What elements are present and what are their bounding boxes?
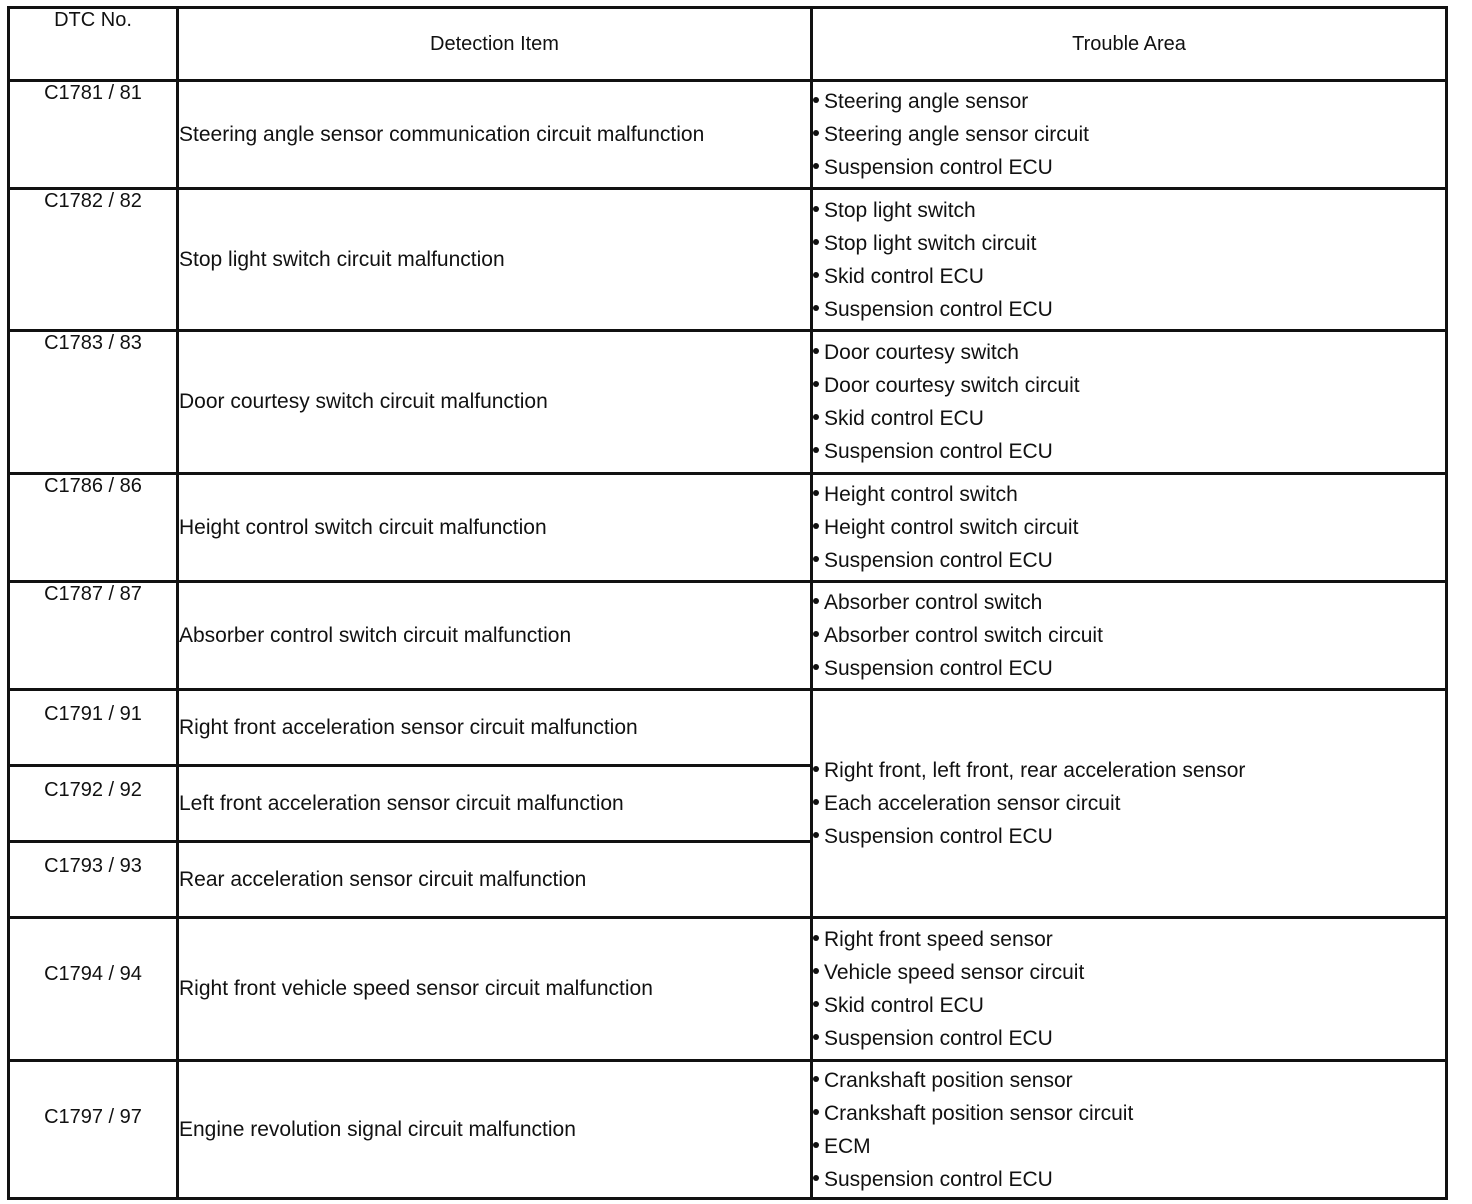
trouble-area-list xyxy=(813,85,1445,184)
table-row xyxy=(9,918,1447,1061)
list-item: Suspension control ECU xyxy=(813,1022,1445,1055)
list-item: Suspension control ECU xyxy=(813,1163,1445,1196)
trouble-area-list xyxy=(813,478,1445,577)
bullet-icon xyxy=(813,490,819,496)
trouble-area-list xyxy=(813,336,1445,468)
detection-item: Door courtesy switch circuit malfunction xyxy=(178,331,812,474)
bullet-icon xyxy=(813,1076,819,1082)
list-item: Height control switch xyxy=(813,478,1445,511)
table-row xyxy=(9,582,1447,690)
trouble-area xyxy=(812,81,1447,189)
bullet-icon xyxy=(813,163,819,169)
trouble-area-list xyxy=(813,923,1445,1055)
list-item: Vehicle speed sensor circuit xyxy=(813,956,1445,989)
dtc-code: C1794 / 94 xyxy=(9,918,178,1061)
list-item: Right front speed sensor xyxy=(813,923,1445,956)
bullet-icon xyxy=(813,348,819,354)
table-row xyxy=(9,690,1447,766)
bullet-icon xyxy=(813,1001,819,1007)
dtc-code: C1787 / 87 xyxy=(9,582,178,690)
bullet-icon xyxy=(813,447,819,453)
list-item: Absorber control switch xyxy=(813,586,1445,619)
list-item: Steering angle sensor xyxy=(813,85,1445,118)
list-item: Suspension control ECU xyxy=(813,820,1445,853)
dtc-table xyxy=(7,6,1448,1200)
bullet-icon xyxy=(813,799,819,805)
bullet-icon xyxy=(813,305,819,311)
trouble-area-list xyxy=(813,194,1445,326)
header-trouble-area: Trouble Area xyxy=(812,8,1447,81)
table-header-row xyxy=(9,8,1447,81)
dtc-code: C1781 / 81 xyxy=(9,81,178,189)
detection-item: Engine revolution signal circuit malfunction xyxy=(178,1061,812,1199)
list-item: Suspension control ECU xyxy=(813,435,1445,468)
list-item: Right front, left front, rear acceleration sensor xyxy=(813,754,1445,787)
list-item: Suspension control ECU xyxy=(813,544,1445,577)
bullet-icon xyxy=(813,1175,819,1181)
trouble-area-list xyxy=(813,754,1445,853)
bullet-icon xyxy=(813,381,819,387)
trouble-area xyxy=(812,918,1447,1061)
detection-item: Absorber control switch circuit malfunction xyxy=(178,582,812,690)
bullet-icon xyxy=(813,272,819,278)
trouble-area xyxy=(812,690,1447,918)
dtc-code: C1783 / 83 xyxy=(9,331,178,474)
bullet-icon xyxy=(813,1109,819,1115)
bullet-icon xyxy=(813,556,819,562)
trouble-area xyxy=(812,331,1447,474)
bullet-icon xyxy=(813,97,819,103)
header-detection-item: Detection Item xyxy=(178,8,812,81)
bullet-icon xyxy=(813,935,819,941)
table-row xyxy=(9,1061,1447,1199)
list-item: Height control switch circuit xyxy=(813,511,1445,544)
list-item: Steering angle sensor circuit xyxy=(813,118,1445,151)
list-item: Suspension control ECU xyxy=(813,293,1445,326)
list-item: Suspension control ECU xyxy=(813,652,1445,685)
list-item: Crankshaft position sensor xyxy=(813,1064,1445,1097)
list-item: Door courtesy switch circuit xyxy=(813,369,1445,402)
bullet-icon xyxy=(813,766,819,772)
bullet-icon xyxy=(813,414,819,420)
bullet-icon xyxy=(813,130,819,136)
table-row xyxy=(9,189,1447,331)
trouble-area-list xyxy=(813,586,1445,685)
trouble-area xyxy=(812,189,1447,331)
bullet-icon xyxy=(813,832,819,838)
list-item: Crankshaft position sensor circuit xyxy=(813,1097,1445,1130)
detection-item: Height control switch circuit malfunction xyxy=(178,474,812,582)
list-item: Door courtesy switch xyxy=(813,336,1445,369)
list-item: ECM xyxy=(813,1130,1445,1163)
list-item: Skid control ECU xyxy=(813,260,1445,293)
header-dtc-no: DTC No. xyxy=(9,8,178,81)
detection-item: Right front vehicle speed sensor circuit malfunction xyxy=(178,918,812,1061)
list-item: Skid control ECU xyxy=(813,402,1445,435)
list-item: Stop light switch circuit xyxy=(813,227,1445,260)
bullet-icon xyxy=(813,598,819,604)
bullet-icon xyxy=(813,968,819,974)
bullet-icon xyxy=(813,206,819,212)
list-item: Absorber control switch circuit xyxy=(813,619,1445,652)
dtc-code: C1782 / 82 xyxy=(9,189,178,331)
list-item: Suspension control ECU xyxy=(813,151,1445,184)
detection-item: Rear acceleration sensor circuit malfunction xyxy=(178,842,812,918)
dtc-code: C1786 / 86 xyxy=(9,474,178,582)
trouble-area-list xyxy=(813,1064,1445,1196)
bullet-icon xyxy=(813,1142,819,1148)
list-item: Skid control ECU xyxy=(813,989,1445,1022)
bullet-icon xyxy=(813,631,819,637)
dtc-code: C1797 / 97 xyxy=(9,1061,178,1199)
bullet-icon xyxy=(813,1034,819,1040)
bullet-icon xyxy=(813,664,819,670)
detection-item: Steering angle sensor communication circuit malfunction xyxy=(178,81,812,189)
detection-item: Stop light switch circuit malfunction xyxy=(178,189,812,331)
table-row xyxy=(9,331,1447,474)
trouble-area xyxy=(812,474,1447,582)
list-item: Stop light switch xyxy=(813,194,1445,227)
detection-item: Right front acceleration sensor circuit malfunction xyxy=(178,690,812,766)
dtc-code: C1793 / 93 xyxy=(9,842,178,918)
trouble-area xyxy=(812,1061,1447,1199)
list-item: Each acceleration sensor circuit xyxy=(813,787,1445,820)
table-row xyxy=(9,474,1447,582)
table-row xyxy=(9,81,1447,189)
trouble-area xyxy=(812,582,1447,690)
bullet-icon xyxy=(813,523,819,529)
dtc-code: C1791 / 91 xyxy=(9,690,178,766)
detection-item: Left front acceleration sensor circuit malfunction xyxy=(178,766,812,842)
dtc-code: C1792 / 92 xyxy=(9,766,178,842)
bullet-icon xyxy=(813,239,819,245)
